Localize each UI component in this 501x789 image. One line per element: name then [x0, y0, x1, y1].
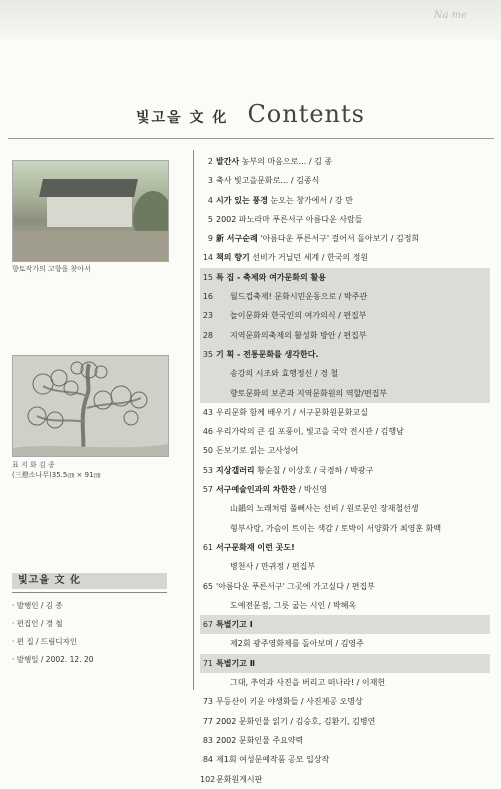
toc-page-number: 46 — [202, 427, 213, 437]
photo-caption: 향토작가의 고향을 찾아서 — [12, 265, 91, 273]
toc-title: 우리문화 함께 배우기 / 서구문화원문화교실 — [216, 407, 368, 417]
masthead-publisher: · 발행인 / 김 종 — [12, 601, 63, 610]
toc-title: 도예전문점, 그릇 굽는 시인 / 박혜옥 — [230, 600, 357, 610]
toc-page-number: 5 — [207, 214, 213, 224]
toc-entry[interactable] — [200, 268, 490, 287]
toc-title: '아름다운 푸른서구' 그곳에 가고싶다 / 편집부 — [216, 581, 375, 591]
toc-page-number: 61 — [202, 542, 213, 552]
toc-title: 지역문화의축제의 활성화 방안 / 편집부 — [230, 330, 367, 340]
toc-page-number: 71 — [202, 658, 213, 668]
toc-entry[interactable] — [200, 712, 490, 731]
toc-subtitle: 눈오는 창가에서 / 강 만 — [270, 195, 353, 205]
photo-wall — [47, 197, 132, 227]
toc-title: 특별기고 Ⅱ — [216, 658, 255, 668]
village-photo — [12, 160, 169, 262]
toc-title: 돈보기로 읽는 고사성어 — [216, 446, 299, 456]
toc-entry[interactable] — [200, 422, 490, 441]
corner-script: Na me — [433, 10, 467, 21]
toc-entry[interactable] — [200, 152, 490, 171]
toc-entry[interactable] — [200, 191, 490, 210]
cover-painting — [12, 355, 169, 457]
toc-entry[interactable] — [200, 770, 490, 789]
toc-page-number: 4 — [207, 195, 213, 205]
toc-entry[interactable] — [200, 441, 490, 460]
toc-title: 서구예술인과의 차한잔 — [216, 485, 297, 495]
toc-page-number: 3 — [207, 176, 213, 186]
toc-entry[interactable] — [200, 306, 490, 325]
toc-title: 향토문화의 보존과 지역문화원의 역할/편집부 — [230, 388, 388, 398]
column-divider — [193, 150, 194, 690]
toc-entry[interactable] — [200, 287, 490, 306]
pine-tree-painting — [13, 356, 168, 456]
toc-entry[interactable] — [200, 731, 490, 750]
toc-title: 2002 파노라마 — [216, 214, 270, 224]
toc-page-number: 16 — [202, 292, 213, 302]
toc-page-number: 2 — [207, 157, 213, 166]
photo-roof — [39, 179, 138, 197]
table-of-contents — [200, 152, 490, 789]
toc-title: 문화원게시판 — [216, 774, 263, 784]
page-header — [0, 100, 501, 128]
masthead-rule — [12, 592, 167, 593]
toc-entry[interactable] — [200, 345, 490, 364]
toc-title: 책의 향기 — [216, 253, 250, 263]
masthead-editor: · 편집인 / 경 철 — [12, 619, 63, 628]
toc-title: 무등산이 키운 야생화들 / 사진제공 오명상 — [216, 697, 363, 707]
toc-entry[interactable] — [200, 596, 490, 615]
toc-title: 특 집 - 축제와 여가문화의 활용 — [216, 272, 326, 282]
toc-subtitle: 푸른서구 아름다운 사람들 — [272, 214, 363, 224]
masthead-design: · 편 집 / 드림디자인 — [12, 637, 78, 646]
toc-title: 축사 — [216, 176, 232, 186]
toc-entry[interactable] — [200, 461, 490, 480]
toc-page-number: 35 — [202, 349, 213, 359]
toc-page-number: 57 — [202, 485, 213, 495]
toc-title: 서구문화재 이런 곳도! — [216, 542, 295, 552]
toc-entry[interactable] — [200, 229, 490, 248]
header-rule — [8, 138, 494, 139]
toc-title: 발간사 — [216, 157, 240, 166]
toc-page-number: 14 — [202, 253, 213, 263]
toc-page-number: 67 — [202, 620, 213, 630]
toc-subtitle: 황순칠 / 이상호 / 국경하 / 박광구 — [257, 465, 374, 475]
toc-entry[interactable] — [200, 557, 490, 576]
toc-page-number: 73 — [202, 697, 213, 707]
cover-caption-title: 표 지 화 김 종 — [12, 461, 55, 469]
toc-title: 山韻의 노래처럼 풀뻐사는 선비 / 원로문인 장재철선생 — [230, 504, 419, 514]
toc-subtitle: / 박신영 — [298, 485, 328, 495]
toc-page-number: 23 — [202, 311, 213, 321]
toc-title: 新 서구순례 — [216, 234, 258, 244]
toc-entry[interactable] — [200, 326, 490, 345]
toc-entry[interactable] — [200, 634, 490, 653]
toc-title: 우리가락의 큰 길 포풍이, 빛고을 국악 전시관 / 김행남 — [216, 427, 404, 437]
cover-caption-detail: (三燈소나무)35.5㎝ × 91㎝ — [12, 471, 101, 479]
toc-title: 놀이문화와 한국인의 여가의식 / 편집부 — [230, 311, 367, 321]
toc-page-number: 15 — [202, 272, 213, 282]
top-band — [0, 0, 501, 40]
toc-page-number: 77 — [202, 716, 213, 726]
masthead — [12, 573, 167, 691]
toc-title: 그대, 추억과 사진을 버리고 떠나라! / 이재헌 — [230, 678, 386, 688]
toc-title: 2002 문화인물 주요약력 — [216, 735, 304, 745]
toc-page-number: 50 — [202, 446, 213, 456]
toc-subtitle: 선비가 거닐던 세계 / 한국의 정원 — [252, 253, 369, 263]
toc-title: 제1회 여성문예작품 공모 입상작 — [216, 755, 330, 765]
toc-page-number: 9 — [207, 234, 213, 244]
toc-title: 2002 문화인물 읽기 / 김승호, 김환기, 김병연 — [216, 716, 376, 726]
masthead-title: 빛고을 文 化 — [12, 573, 167, 589]
toc-title: 송강의 시조와 효행정신 / 경 철 — [230, 369, 339, 379]
magazine-title: 빛고을 文 化 — [136, 110, 229, 126]
toc-subtitle: 빛고을문화로… / 김종식 — [234, 176, 320, 186]
contents-heading: Contents — [247, 100, 365, 128]
toc-entry[interactable] — [200, 673, 490, 692]
toc-title: 병천사 / 만귀정 / 편집부 — [230, 562, 316, 572]
toc-title: 월드컵축제! 문화시민운동으로 / 박주관 — [230, 292, 368, 302]
toc-subtitle: 농부의 마음으로… / 김 종 — [241, 157, 333, 166]
toc-page-number: 84 — [202, 755, 213, 765]
toc-entry[interactable] — [200, 692, 490, 711]
toc-entry[interactable] — [200, 538, 490, 557]
toc-entry[interactable] — [200, 210, 490, 229]
toc-entry[interactable] — [200, 519, 490, 538]
toc-title: 형부사랑, 가슴이 트이는 색감 / 토박이 서양화가 최영훈 화백 — [230, 523, 442, 533]
toc-entry[interactable] — [200, 384, 490, 403]
toc-page-number: 83 — [202, 735, 213, 745]
toc-title: 특별기고 Ⅰ — [216, 620, 253, 630]
toc-entry[interactable] — [200, 615, 490, 634]
toc-entry[interactable] — [200, 499, 490, 518]
toc-entry[interactable] — [200, 364, 490, 383]
photo-ground — [13, 231, 168, 261]
toc-entry[interactable] — [200, 403, 490, 422]
toc-entry[interactable] — [200, 480, 490, 499]
toc-page-number: 43 — [202, 407, 213, 417]
toc-page-number: 28 — [202, 330, 213, 340]
toc-entry[interactable] — [200, 248, 490, 267]
toc-title: 기 획 - 전통문화를 생각한다. — [216, 349, 319, 359]
toc-title: 시가 있는 풍경 — [216, 195, 268, 205]
toc-entry[interactable] — [200, 171, 490, 190]
toc-title: 제2회 광주영화제를 돌아보며 / 김영주 — [230, 639, 364, 649]
toc-page-number: 102 — [200, 774, 216, 784]
toc-subtitle: '아름다운 푸른서구' 걸어서 돌아보기 / 김정희 — [260, 234, 420, 244]
toc-title: 지상갤러리 — [216, 465, 255, 475]
toc-page-number: 53 — [202, 465, 213, 475]
masthead-date: · 발행일 / 2002. 12. 20 — [12, 655, 94, 664]
toc-entry[interactable] — [200, 750, 490, 769]
toc-entry[interactable] — [200, 654, 490, 673]
toc-page-number: 65 — [202, 581, 213, 591]
toc-entry[interactable] — [200, 577, 490, 596]
